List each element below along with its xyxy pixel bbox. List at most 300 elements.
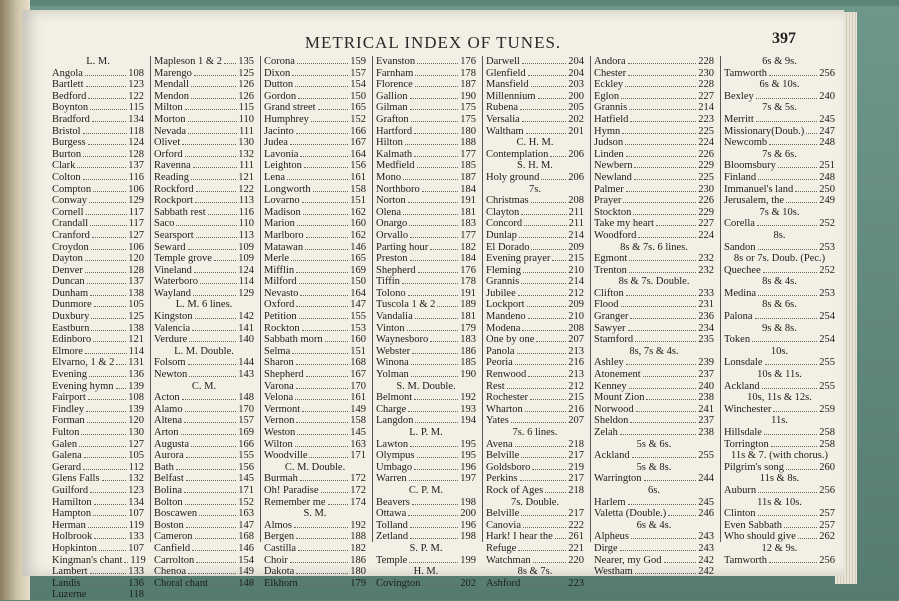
- tune-entry: [486, 369, 584, 381]
- tune-name: Hatfield: [594, 113, 629, 125]
- tune-page-number: 239: [698, 357, 714, 369]
- tune-page-number: 165: [350, 253, 366, 265]
- tune-page-number: 222: [568, 519, 584, 531]
- tune-page-number: 241: [698, 403, 714, 415]
- tune-name: Oxford: [264, 299, 295, 311]
- tune-page-number: 203: [568, 79, 584, 91]
- tune-name: Clayton: [486, 206, 520, 218]
- tune-page-number: 115: [128, 102, 144, 114]
- tune-name: Onargo: [376, 218, 408, 230]
- tune-name: One by one: [486, 334, 535, 346]
- tune-page-number: 190: [460, 90, 476, 102]
- tune-page-number: 164: [350, 287, 366, 299]
- tune-entry: [594, 137, 714, 149]
- tune-page-number: 129: [128, 195, 144, 207]
- tune-page-number: 214: [568, 276, 584, 288]
- tune-name: Mapleson 1 & 2: [154, 56, 222, 67]
- tune-name: Token: [724, 334, 751, 346]
- meter-heading: [594, 485, 714, 497]
- tune-page-number: 262: [819, 531, 835, 543]
- dot-leader: [191, 439, 236, 447]
- tune-name: Vinton: [376, 322, 405, 334]
- tune-entry: [264, 299, 366, 311]
- tune-entry: [486, 439, 584, 451]
- tune-page-number: 169: [238, 427, 254, 438]
- dot-leader: [194, 68, 236, 76]
- tune-name: Stamford: [594, 334, 634, 346]
- tune-entry: [376, 288, 476, 300]
- tune-name: Nevada: [154, 125, 187, 137]
- tune-entry: [594, 311, 714, 323]
- dot-leader: [87, 276, 127, 284]
- tune-page-number: 138: [128, 322, 144, 334]
- dot-leader: [83, 172, 127, 180]
- tune-entry: [594, 79, 714, 91]
- tune-name: Alamo: [154, 403, 183, 415]
- tune-entry: [154, 126, 254, 138]
- tune-name: Ashford: [486, 577, 521, 589]
- tune-name: Shepherd: [264, 369, 304, 381]
- tune-name: Rockford: [154, 183, 194, 195]
- tune-entry: [594, 427, 714, 439]
- dot-leader: [124, 555, 128, 563]
- tune-name: Hampton: [52, 508, 92, 520]
- dot-leader: [188, 126, 237, 134]
- tune-name: Egmont: [594, 253, 628, 265]
- tune-name: Evening hymn: [52, 380, 114, 392]
- dot-leader: [92, 114, 126, 122]
- dot-leader: [200, 276, 237, 284]
- dot-leader: [415, 311, 459, 319]
- tune-page-number: 176: [460, 264, 476, 276]
- tune-page-number: 184: [460, 183, 476, 195]
- tune-entry: [264, 230, 366, 242]
- dot-leader: [79, 439, 126, 447]
- tune-entry: [376, 497, 476, 509]
- meter-heading-text: 10s, 11s & 12s.: [747, 392, 812, 404]
- tune-page-number: 183: [460, 218, 476, 230]
- tune-entry: [724, 68, 835, 80]
- dot-leader: [116, 381, 127, 389]
- tune-page-number: 211: [568, 206, 584, 218]
- tune-entry: [486, 265, 584, 277]
- tune-name: Beavers: [376, 496, 410, 508]
- tune-name: Tolono: [376, 287, 406, 299]
- tune-name: Cranford: [52, 229, 90, 241]
- tune-entry: [264, 68, 366, 80]
- tune-entry: [594, 543, 714, 555]
- meter-heading-text: 11s & 8s.: [759, 473, 800, 485]
- tune-name: Bloomsbury: [724, 160, 776, 172]
- tune-entry: [594, 381, 714, 393]
- tune-entry: [486, 242, 584, 254]
- tune-page-number: 201: [568, 125, 584, 137]
- tune-name: Bristol: [52, 125, 81, 137]
- tune-name: Vineland: [154, 264, 192, 276]
- tune-page-number: 216: [568, 403, 584, 415]
- tune-entry: [154, 207, 254, 219]
- tune-page-number: 228: [698, 79, 714, 91]
- tune-entry: [376, 299, 476, 311]
- tune-name: Tamworth: [724, 67, 768, 79]
- dot-leader: [415, 68, 458, 76]
- tune-name: Bradford: [52, 113, 90, 125]
- tune-name: Zetland: [376, 531, 409, 543]
- tune-entry: [264, 334, 366, 346]
- dot-leader: [297, 218, 348, 226]
- dot-leader: [403, 207, 458, 215]
- tune-page-number: 171: [350, 450, 366, 462]
- dot-leader: [298, 543, 348, 551]
- tune-page-number: 126: [238, 79, 254, 91]
- tune-page-number: 130: [238, 137, 254, 149]
- meter-heading: [724, 346, 835, 358]
- tune-name: Fairport: [52, 392, 86, 404]
- dot-leader: [298, 91, 348, 99]
- dot-leader: [630, 415, 696, 423]
- tune-entry: [154, 473, 254, 485]
- tune-name: Medfield: [376, 160, 415, 172]
- tune-page-number: 245: [819, 113, 835, 125]
- tune-name: Olena: [376, 206, 402, 218]
- tune-name: Clinton: [724, 508, 756, 520]
- tune-entry: [264, 323, 366, 335]
- tune-page-number: 226: [698, 148, 714, 160]
- tune-name: Hartford: [376, 125, 413, 137]
- tune-name: Westham: [594, 566, 633, 578]
- tune-entry: [264, 485, 366, 497]
- tune-page-number: 155: [238, 450, 254, 462]
- tune-page-number: 152: [238, 496, 254, 508]
- tune-name: Webster: [376, 345, 411, 357]
- tune-page-number: 208: [568, 195, 584, 207]
- tune-entry: [52, 578, 144, 590]
- meter-heading: [376, 427, 476, 439]
- tune-entry: [52, 253, 144, 265]
- tune-entry: [376, 56, 476, 68]
- tune-name: Atonement: [594, 369, 641, 381]
- tune-name: Ackland: [724, 380, 760, 392]
- tune-page-number: 147: [350, 299, 366, 311]
- tune-page-number: 195: [460, 450, 476, 462]
- tune-page-number: 255: [819, 380, 835, 392]
- dot-leader: [411, 369, 458, 377]
- tune-entry: [52, 485, 144, 497]
- tune-name: Canfield: [154, 542, 191, 554]
- tune-page-number: 177: [460, 148, 476, 160]
- tune-name: Dakota: [264, 566, 295, 578]
- meter-heading-text: S. P. M.: [409, 542, 443, 554]
- tune-page-number: 188: [350, 531, 366, 543]
- dot-leader: [763, 265, 818, 273]
- tune-name: Clark: [52, 160, 76, 172]
- tune-page-number: 151: [350, 345, 366, 357]
- tune-page-number: 118: [128, 589, 144, 601]
- tune-entry: [486, 114, 584, 126]
- tune-name: Fleming: [486, 264, 522, 276]
- tune-entry: [52, 230, 144, 242]
- meter-heading-text: 7s & 5s.: [762, 102, 797, 114]
- dot-leader: [299, 276, 349, 284]
- tune-entry: [52, 288, 144, 300]
- meter-heading-text: 7s. Double.: [510, 496, 560, 508]
- tune-entry: [376, 68, 476, 80]
- dot-leader: [296, 265, 348, 273]
- dot-leader: [528, 311, 567, 319]
- tune-name: Rest: [486, 380, 505, 392]
- dot-leader: [522, 114, 566, 122]
- dot-leader: [773, 404, 817, 412]
- tune-name: Vermont: [264, 403, 301, 415]
- dot-leader: [410, 253, 459, 261]
- tune-page-number: 209: [568, 241, 584, 253]
- tune-page-number: 258: [819, 427, 835, 438]
- tune-page-number: 127: [128, 438, 144, 450]
- tune-page-number: 210: [568, 264, 584, 276]
- tune-entry: [154, 311, 254, 323]
- tune-entry: [154, 404, 254, 416]
- dot-leader: [102, 473, 127, 481]
- meter-heading-text: C. M. Double.: [284, 461, 346, 473]
- tune-entry: [486, 288, 584, 300]
- tune-page-number: 186: [350, 554, 366, 566]
- tune-name: Lonsdale: [724, 357, 763, 369]
- tune-entry: [594, 415, 714, 427]
- tune-name: Glens Falls: [52, 473, 100, 485]
- tune-entry: [376, 218, 476, 230]
- tune-page-number: 150: [350, 276, 366, 288]
- tune-page-number: 227: [698, 90, 714, 102]
- tune-page-number: 232: [698, 253, 714, 265]
- tune-entry: [154, 439, 254, 451]
- index-column-6: [591, 56, 721, 578]
- dot-leader: [538, 91, 567, 99]
- tune-entry: [154, 497, 254, 509]
- tune-entry: [594, 566, 714, 578]
- dot-leader: [621, 91, 696, 99]
- dot-leader: [89, 369, 126, 377]
- tune-name: Bartlett: [52, 79, 84, 91]
- tune-entry: [486, 91, 584, 103]
- meter-heading-text: L. M.: [86, 56, 110, 67]
- dot-leader: [518, 543, 566, 551]
- meter-heading-text: L. M. 6 lines.: [175, 299, 233, 311]
- dot-leader: [410, 91, 459, 99]
- tune-page-number: 225: [698, 171, 714, 183]
- tune-entry: [52, 334, 144, 346]
- tune-entry: [154, 334, 254, 346]
- dot-leader: [545, 485, 566, 493]
- dot-leader: [290, 137, 348, 145]
- tune-name: Newton: [154, 369, 188, 381]
- tune-page-number: 225: [698, 125, 714, 137]
- tune-entry: [154, 462, 254, 474]
- tune-entry: [154, 508, 254, 520]
- tune-page-number: 200: [568, 90, 584, 102]
- tune-entry: [594, 508, 714, 520]
- tune-entry: [376, 160, 476, 172]
- tune-name: Peoria: [486, 357, 513, 369]
- tune-name: Vandalia: [376, 311, 413, 323]
- tune-entry: [264, 311, 366, 323]
- tune-entry: [264, 543, 366, 555]
- dot-leader: [630, 311, 696, 319]
- dot-leader: [784, 520, 817, 528]
- tune-page-number: 204: [568, 56, 584, 67]
- tune-name: Stockton: [594, 206, 632, 218]
- dot-leader: [410, 531, 458, 539]
- tune-page-number: 257: [819, 519, 835, 531]
- tune-entry: [724, 265, 835, 277]
- tune-page-number: 119: [130, 554, 146, 566]
- tune-name: Rock of Ages: [486, 484, 544, 496]
- dot-leader: [92, 230, 126, 238]
- dot-leader: [188, 114, 237, 122]
- tune-entry: [264, 91, 366, 103]
- tune-name: Mendall: [154, 79, 189, 91]
- meter-heading-text: S. H. M.: [517, 160, 553, 172]
- tune-entry: [724, 520, 835, 532]
- book-page: [22, 10, 844, 601]
- dot-leader: [758, 508, 818, 516]
- tune-name: Carrolton: [154, 554, 195, 566]
- meter-heading: [724, 392, 835, 404]
- tune-page-number: 190: [460, 369, 476, 381]
- dot-leader: [417, 160, 459, 168]
- index-column-5: [483, 56, 591, 589]
- meter-heading-text: 10s.: [770, 345, 789, 357]
- tune-entry: [486, 195, 584, 207]
- tune-page-number: 113: [238, 229, 254, 241]
- tune-page-number: 186: [460, 345, 476, 357]
- meter-heading: [724, 102, 835, 114]
- tune-page-number: 257: [819, 508, 835, 520]
- tune-page-number: 251: [819, 160, 835, 172]
- dot-leader: [309, 450, 348, 458]
- tune-entry: [264, 392, 366, 404]
- tune-name: Granger: [594, 311, 629, 323]
- meter-heading: [52, 56, 144, 68]
- tune-name: Valencia: [154, 322, 191, 334]
- tune-name: Palmer: [594, 183, 624, 195]
- dot-leader: [328, 497, 349, 505]
- tune-name: Gerard: [52, 461, 82, 473]
- tune-page-number: 164: [350, 148, 366, 160]
- dot-leader: [552, 253, 566, 261]
- dot-leader: [294, 520, 348, 528]
- meter-heading: [486, 566, 584, 578]
- tune-entry: [264, 578, 366, 590]
- tune-page-number: 206: [568, 148, 584, 160]
- meter-heading-text: 8s & 4s.: [762, 276, 797, 288]
- tune-entry: [52, 299, 144, 311]
- tune-entry: [486, 126, 584, 138]
- dot-leader: [765, 357, 818, 365]
- tune-entry: [154, 149, 254, 161]
- tune-page-number: 230: [698, 67, 714, 79]
- tune-name: Elvarno, 1 & 2: [52, 357, 115, 369]
- dot-leader: [184, 485, 236, 493]
- tune-page-number: 184: [460, 253, 476, 265]
- meter-heading-text: 8s & 7s. 6 lines.: [620, 241, 688, 253]
- tune-name: Leighton: [264, 160, 302, 172]
- tune-page-number: 177: [460, 229, 476, 241]
- meter-heading: [154, 299, 254, 311]
- tune-page-number: 110: [238, 218, 254, 230]
- dot-leader: [656, 218, 696, 226]
- index-column-1: [49, 56, 151, 601]
- dot-leader: [520, 473, 567, 481]
- tune-name: Christmas: [486, 195, 529, 207]
- tune-name: Belfast: [154, 473, 184, 485]
- tune-entry: [724, 172, 835, 184]
- tune-name: Cornell: [52, 206, 84, 218]
- tune-name: Chenoa: [154, 566, 187, 578]
- tune-page-number: 170: [238, 403, 254, 415]
- meter-heading-text: C. P. M.: [408, 484, 444, 496]
- tune-entry: [154, 520, 254, 532]
- tune-page-number: 215: [568, 253, 584, 265]
- tune-page-number: 139: [128, 403, 144, 415]
- dot-leader: [626, 288, 696, 296]
- dot-leader: [786, 195, 817, 203]
- dot-leader: [630, 114, 696, 122]
- dot-leader: [628, 323, 697, 331]
- tune-entry: [52, 172, 144, 184]
- tune-name: Umbago: [376, 461, 413, 473]
- tune-name: Eastburn: [52, 322, 90, 334]
- meter-heading: [724, 149, 835, 161]
- dot-leader: [188, 242, 237, 250]
- tune-page-number: 145: [238, 473, 254, 485]
- tune-entry: [264, 555, 366, 567]
- tune-entry: [594, 114, 714, 126]
- tune-name: Dunlap: [486, 229, 517, 241]
- tune-page-number: 193: [460, 403, 476, 415]
- dot-leader: [408, 404, 458, 412]
- meter-heading: [594, 346, 714, 358]
- tune-name: Hymn: [594, 125, 621, 137]
- tune-entry: [52, 195, 144, 207]
- tune-name: Landis: [52, 577, 81, 589]
- tune-name: Bolton: [154, 496, 183, 508]
- tune-page-number: 242: [698, 554, 714, 566]
- tune-name: Arton: [154, 427, 179, 438]
- tune-page-number: 217: [568, 450, 584, 462]
- tune-entry: [724, 242, 835, 254]
- tune-page-number: 246: [698, 508, 714, 520]
- dot-leader: [622, 126, 696, 134]
- dot-leader: [629, 102, 696, 110]
- tune-page-number: 140: [238, 334, 254, 346]
- tune-page-number: 149: [350, 403, 366, 415]
- dot-leader: [522, 578, 566, 586]
- tune-page-number: 230: [698, 183, 714, 195]
- tune-entry: [264, 288, 366, 300]
- dot-leader: [296, 566, 348, 574]
- tune-entry: [154, 392, 254, 404]
- tune-entry: [154, 369, 254, 381]
- tune-entry: [724, 485, 835, 497]
- tune-name: Charge: [376, 403, 407, 415]
- tune-entry: [154, 79, 254, 91]
- tune-name: Angola: [52, 67, 83, 79]
- tune-entry: [154, 450, 254, 462]
- tune-name: Missionary(Doub.): [724, 125, 805, 137]
- meter-heading-text: 8s.: [773, 229, 786, 241]
- tune-entry: [154, 184, 254, 196]
- tune-page-number: 146: [350, 241, 366, 253]
